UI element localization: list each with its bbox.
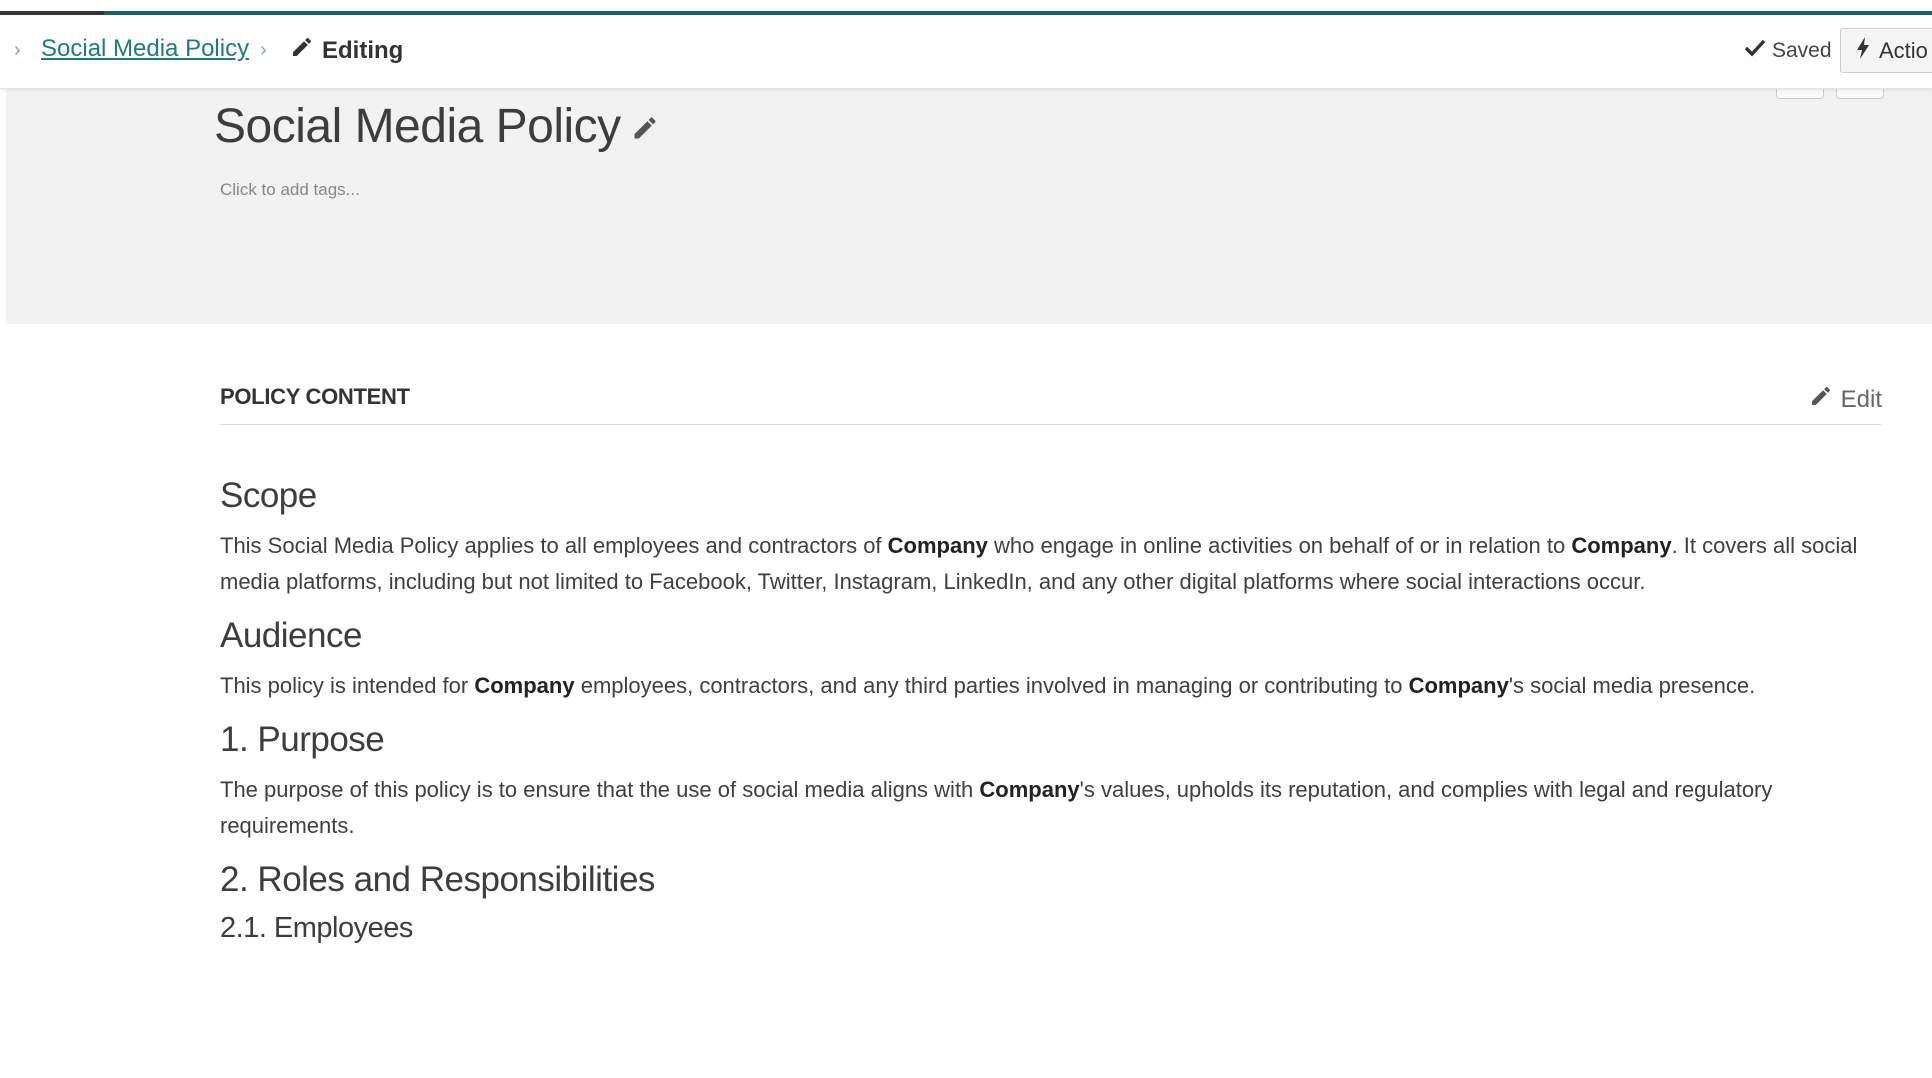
heading-purpose: 1. Purpose — [220, 720, 385, 759]
section-title: POLICY CONTENT — [220, 384, 410, 409]
chevron-right-icon: › — [260, 39, 267, 61]
breadcrumb-link-social-media-policy[interactable]: Social Media Policy — [41, 35, 250, 62]
breadcrumb-current-label: Editing — [322, 36, 404, 64]
heading-roles: 2. Roles and Responsibilities — [220, 860, 655, 899]
pencil-icon — [1809, 384, 1833, 415]
section-header — [220, 384, 1882, 425]
heading-audience: Audience — [220, 616, 362, 655]
paragraph-audience: This policy is intended for Company employees, contractors, and any third parties involved in managing or contributing to Company's social media presence. — [220, 673, 1756, 698]
pencil-icon — [290, 35, 314, 66]
edit-button[interactable] — [1809, 384, 1882, 415]
bolt-icon — [1855, 36, 1871, 66]
breadcrumb-current — [290, 35, 403, 66]
saved-status — [1744, 38, 1832, 64]
top-header — [0, 15, 1932, 89]
edit-label: Edit — [1840, 385, 1882, 413]
hero-toolbar-button[interactable] — [1836, 88, 1884, 99]
page-title-text: Social Media Policy — [214, 100, 621, 153]
subheading-employees: 2.1. Employees — [220, 912, 413, 944]
heading-scope: Scope — [220, 476, 317, 515]
add-tags-field[interactable]: Click to add tags... — [220, 180, 360, 199]
pencil-icon[interactable] — [631, 99, 659, 154]
hero-toolbar-button[interactable] — [1776, 88, 1824, 99]
chevron-right-icon: › — [14, 39, 21, 61]
policy-content — [220, 470, 1882, 950]
saved-label: Saved — [1772, 39, 1832, 62]
actions-label: Actio — [1879, 37, 1928, 63]
actions-button[interactable] — [1840, 28, 1932, 73]
check-icon — [1744, 38, 1766, 64]
paragraph-purpose: The purpose of this policy is to ensure that the use of social media aligns with Company's values, upholds its reputation, and complies with legal and regulatory requirements. — [220, 777, 1773, 838]
page-title — [214, 99, 659, 154]
paragraph-scope: This Social Media Policy applies to all employees and contractors of Company who engage in online activities on behalf of or in relation to Company. It covers all social media platforms, including but not limited to Facebook, Twitter, Instagram, LinkedIn, and any other digital platforms where social interactions occur. — [220, 533, 1858, 594]
